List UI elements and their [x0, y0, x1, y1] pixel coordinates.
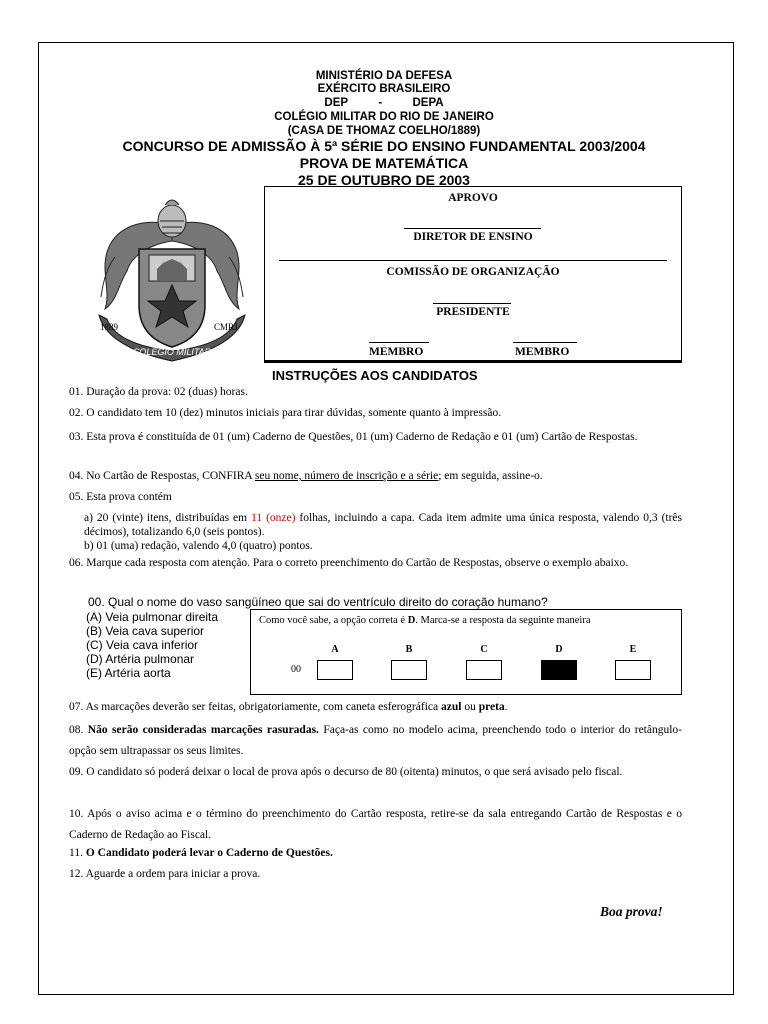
exam-date: 25 DE OUTUBRO DE 2003	[298, 172, 470, 188]
example-option-b: (B) Veia cava superior	[86, 624, 205, 638]
crest-initials: CMRJ	[214, 322, 238, 332]
instruction-02: 02. O candidato tem 10 (dez) minutos iniciais para tirar dúvidas, somente quanto à impressão.	[69, 407, 502, 419]
example-row-label: 00	[291, 664, 301, 675]
example-instruction: Como você sabe, a opção correta é D. Marca-se a resposta da seguinte maneira	[259, 615, 591, 626]
header-ministry: MINISTÉRIO DA DEFESA	[315, 70, 453, 82]
header-army: EXÉRCITO BRASILEIRO	[317, 83, 451, 95]
option-box-d	[541, 660, 577, 680]
member2-label: MEMBRO	[515, 346, 570, 358]
member2-signature-line	[513, 342, 577, 343]
director-signature-line	[404, 228, 541, 229]
instruction-09: 09. O candidato só poderá deixar o local de prova após o decurso de 80 (oitenta) minutos, o que será avisado pelo fiscal.	[69, 766, 623, 778]
header-house: (CASA DE THOMAZ COELHO/1889)	[287, 125, 481, 137]
member1-label: MEMBRO	[369, 346, 424, 358]
option-box-c	[466, 660, 502, 680]
example-option-e: (E) Artéria aorta	[86, 666, 171, 680]
instruction-10: 10. Após o aviso acima e o término do preenchimento do Cartão resposta, retire-se da sala entregando Cartão de Respostas e o Caderno de Redação ao Fiscal.	[69, 808, 682, 841]
letter-a: A	[331, 644, 339, 655]
dep-dash: -	[378, 97, 383, 109]
example-question: 00. Qual o nome do vaso sangüíneo que sai do ventrículo direito do coração humano?	[88, 595, 548, 609]
instruction-08: 08. Não serão consideradas marcações rasuradas. Faça-as como no modelo acima, preenchendo todo o interior do retângulo-opção sem ultrapassar os seus limites.	[69, 724, 682, 757]
approval-box	[264, 186, 682, 363]
header-school: COLÉGIO MILITAR DO RIO DE JANEIRO	[274, 111, 494, 123]
dep-right: DEPA	[412, 97, 444, 109]
option-box-a	[317, 660, 353, 680]
instruction-01: 01. Duração da prova: 02 (duas) horas.	[69, 386, 248, 398]
instruction-12: 12. Aguarde a ordem para iniciar a prova.	[69, 868, 261, 880]
director-label: DIRETOR DE ENSINO	[413, 231, 533, 243]
crest-banner-text: COLÉGIO MILITAR	[132, 347, 212, 357]
option-box-b	[391, 660, 427, 680]
approve-label: APROVO	[448, 192, 498, 204]
example-option-d: (D) Artéria pulmonar	[86, 652, 195, 666]
instruction-07: 07. As marcações deverão ser feitas, obrigatoriamente, com caneta esferográfica azul ou preta.	[69, 701, 508, 713]
header-dep	[0, 96, 768, 110]
separator-line	[279, 260, 667, 261]
president-signature-line	[433, 303, 511, 304]
exam-subject: PROVA DE MATEMÁTICA	[299, 155, 469, 171]
instructions-heading: INSTRUÇÕES AOS CANDIDATOS	[272, 368, 478, 383]
instruction-03: 03. Esta prova é constituída de 01 (um) Caderno de Questões, 01 (um) Caderno de Redação e 01 (um) Cartão de Respostas.	[69, 431, 638, 443]
crest-year: 1889	[100, 322, 118, 332]
example-option-a: (A) Veia pulmonar direita	[86, 610, 219, 624]
instruction-11: 11. O Candidato poderá levar o Caderno de Questões.	[69, 847, 333, 859]
letter-e: E	[629, 644, 637, 655]
letter-b: B	[405, 644, 413, 655]
option-box-e	[615, 660, 651, 680]
letter-c: C	[480, 644, 488, 655]
member1-signature-line	[369, 342, 429, 343]
committee-label: COMISSÃO DE ORGANIZAÇÃO	[386, 266, 560, 278]
exam-title: CONCURSO DE ADMISSÃO À 5ª SÉRIE DO ENSINO FUNDAMENTAL 2003/2004	[122, 138, 646, 154]
dep-left: DEP	[324, 97, 349, 109]
instruction-06: 06. Marque cada resposta com atenção. Para o correto preenchimento do Cartão de Respostas, observe o exemplo abaixo.	[69, 557, 629, 569]
school-crest-emblem	[97, 197, 247, 367]
letter-d: D	[555, 644, 563, 655]
answer-card-example	[250, 609, 682, 695]
instruction-05: 05. Esta prova contém	[69, 491, 172, 503]
example-option-c: (C) Veia cava inferior	[86, 638, 199, 652]
closing-text: Boa prova!	[600, 904, 663, 919]
president-label: PRESIDENTE	[436, 306, 510, 318]
instruction-05b: b) 01 (uma) redação, valendo 4,0 (quatro) pontos.	[84, 540, 313, 552]
instruction-05a: a) 20 (vinte) itens, distribuídas em 11 (onze) folhas, incluindo a capa. Cada item admite uma única resposta, valendo 0,3 (três décimos), totalizando 6,0 (seis pontos).	[84, 512, 682, 538]
instruction-04: 04. No Cartão de Respostas, CONFIRA seu nome, número de inscrição e a série; em seguida, assine-o.	[69, 470, 543, 482]
